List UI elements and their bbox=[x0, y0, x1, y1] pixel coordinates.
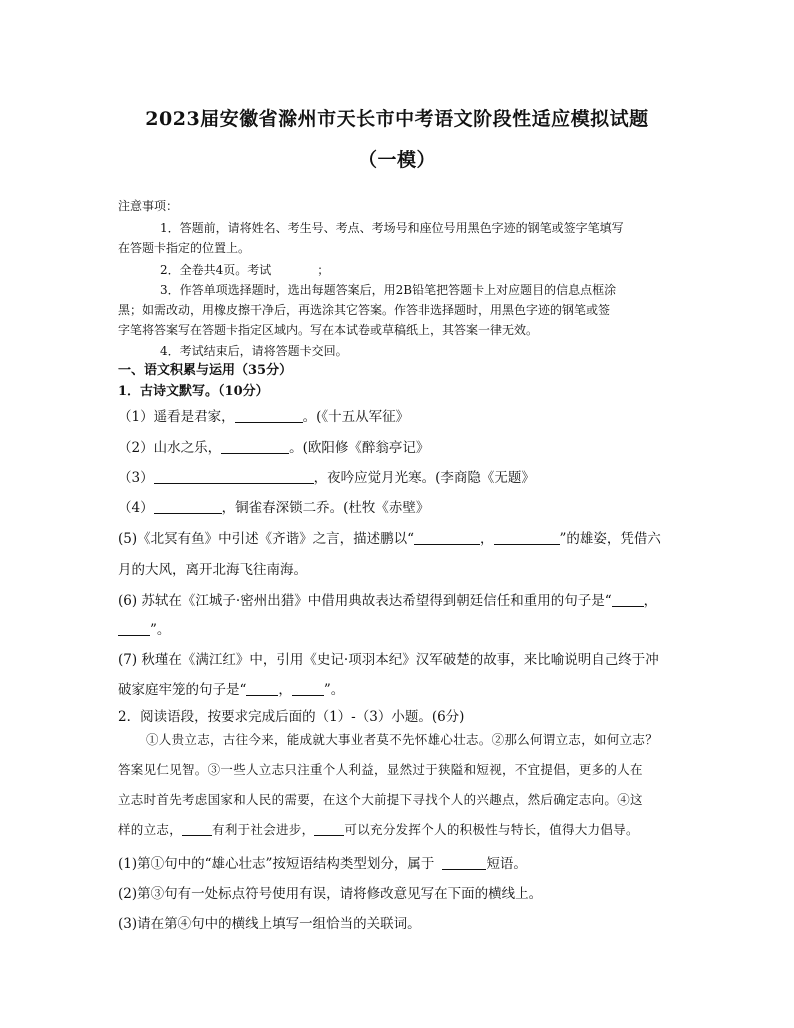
answer-blank[interactable] bbox=[292, 681, 324, 696]
question-1-6b bbox=[118, 618, 170, 638]
question-1-6a bbox=[118, 589, 657, 609]
subquestion-3: (3)请在第④句中的横线上填写一组恰当的关联词。 bbox=[118, 916, 421, 932]
answer-blank[interactable] bbox=[246, 681, 278, 696]
note-1b: 在答题卡指定的位置上。 bbox=[118, 241, 251, 255]
q1-6-end: ”。 bbox=[150, 622, 171, 638]
note-3b: 黑；如需改动，用橡皮擦干净后，再选涂其它答案。作答非选择题时，用黑色字迹的钢笔或签 bbox=[118, 303, 611, 317]
sq1-end: 短语。 bbox=[486, 856, 527, 872]
sq1-text: (1)第①句中的“雄心壮志”按短语结构类型划分，属于 bbox=[118, 856, 435, 872]
question-1-3 bbox=[118, 466, 535, 486]
q1-6-text: (6) 苏轼在《江城子·密州出猎》中借用典故表达希望得到朝廷信任和重用的句子是“ bbox=[118, 593, 612, 609]
note-3a: 3．作答单项选择题时，选出每题答案后，用2B铅笔把答题卡上对应题目的信息点框涂 bbox=[160, 283, 617, 297]
q1-7-comma: ， bbox=[278, 682, 292, 698]
answer-blank[interactable] bbox=[118, 621, 150, 636]
q1-2-text: （2）山水之乐， bbox=[118, 440, 222, 456]
question-1-4 bbox=[118, 496, 429, 516]
note-2-text: 2．全卷共4页。考试 bbox=[160, 263, 272, 277]
question-1-5a bbox=[118, 527, 661, 547]
exam-title: 2023届安徽省滁州市天长市中考语文阶段性适应模拟试题 bbox=[145, 108, 649, 130]
note-2 bbox=[160, 261, 329, 278]
q1-5-text: (5)《北冥有鱼》中引述《齐谐》之言，描述鹏以“ bbox=[118, 531, 415, 547]
q1-7-text: 破家庭牢笼的句子是“ bbox=[118, 682, 247, 698]
notes-heading: 注意事项： bbox=[118, 199, 179, 213]
q1-3-text: ，夜吟应觉月光寒。(李商隐《无题》 bbox=[313, 470, 535, 486]
answer-blank[interactable] bbox=[442, 855, 486, 870]
question-1-title: 1．古诗文默写。（10分） bbox=[118, 384, 269, 399]
passage-line-4 bbox=[118, 820, 639, 838]
answer-blank[interactable] bbox=[154, 499, 222, 514]
note-4: 4．考试结束后，请将答题卡交回。 bbox=[160, 344, 348, 358]
passage-4-end: 可以充分发挥个人的积极性与特长，值得大力倡导。 bbox=[344, 822, 639, 837]
subquestion-1 bbox=[118, 852, 527, 872]
answer-blank[interactable] bbox=[182, 821, 212, 836]
note-3c: 字笔将答案写在答题卡指定区域内。写在本试卷或草稿纸上，其答案一律无效。 bbox=[118, 323, 539, 337]
answer-blank[interactable] bbox=[314, 821, 344, 836]
question-1-2 bbox=[118, 436, 429, 456]
passage-4-mid: 有利于社会进步， bbox=[212, 822, 315, 837]
q1-3-num: （3） bbox=[118, 470, 154, 486]
passage-line-2: 答案见仁见智。③一些人立志只注重个人利益，显然过于狭隘和短视，不宜提倡，更多的人在 bbox=[118, 762, 643, 777]
passage-line-1: ①人贵立志，古往今来，能成就大事业者莫不先怀雄心壮志。②那么何谓立志，如何立志？ bbox=[146, 732, 659, 747]
q1-4-num: （4） bbox=[118, 500, 154, 516]
answer-blank[interactable] bbox=[414, 530, 480, 545]
q1-4-text: ，铜雀春深锁二乔。(杜牧《赤壁》 bbox=[221, 500, 430, 516]
answer-blank[interactable] bbox=[235, 408, 303, 423]
q1-6-comma: ， bbox=[643, 593, 658, 609]
q1-5-comma: ， bbox=[480, 531, 494, 547]
q1-1-source: 。(《十五从军征》 bbox=[302, 409, 410, 425]
passage-4-start: 样的立志， bbox=[118, 822, 183, 837]
question-1-7b bbox=[118, 678, 344, 698]
q1-2-source: 。(欧阳修《醉翁亭记》 bbox=[289, 440, 430, 456]
passage-line-3: 立志时首先考虑国家和人民的需要，在这个大前提下寻找个人的兴趣点，然后确定志向。④这 bbox=[118, 792, 643, 807]
note-2-end: ； bbox=[317, 263, 330, 277]
answer-blank[interactable] bbox=[494, 530, 560, 545]
question-1-5b: 月的大风，离开北海飞往南海。 bbox=[118, 562, 307, 578]
question-2-title: 2．阅读语段，按要求完成后面的（1）-（3）小题。(6分) bbox=[118, 709, 465, 725]
question-1-7a: (7) 秋瑾在《满江红》中，引用《史记·项羽本纪》汉军破楚的故事，来比喻说明自己终于冲 bbox=[118, 652, 659, 668]
answer-blank[interactable] bbox=[154, 469, 314, 484]
q1-1-text: （1）遥看是君家， bbox=[118, 409, 235, 425]
answer-blank[interactable] bbox=[612, 592, 644, 607]
q1-5-tail: ”的雄姿，凭借六 bbox=[559, 531, 661, 547]
note-1a: 1．答题前，请将姓名、考生号、考点、考场号和座位号用黑色字迹的钢笔或签字笔填写 bbox=[160, 221, 624, 235]
q1-7-end: ”。 bbox=[323, 682, 345, 698]
answer-blank[interactable] bbox=[221, 439, 289, 454]
subquestion-2: (2)第③句有一处标点符号使用有误，请将修改意见写在下面的横线上。 bbox=[118, 886, 543, 902]
exam-subtitle: （一模） bbox=[357, 149, 436, 171]
section-heading: 一、语文积累与运用（35分） bbox=[118, 363, 293, 378]
question-1-1 bbox=[118, 405, 409, 425]
